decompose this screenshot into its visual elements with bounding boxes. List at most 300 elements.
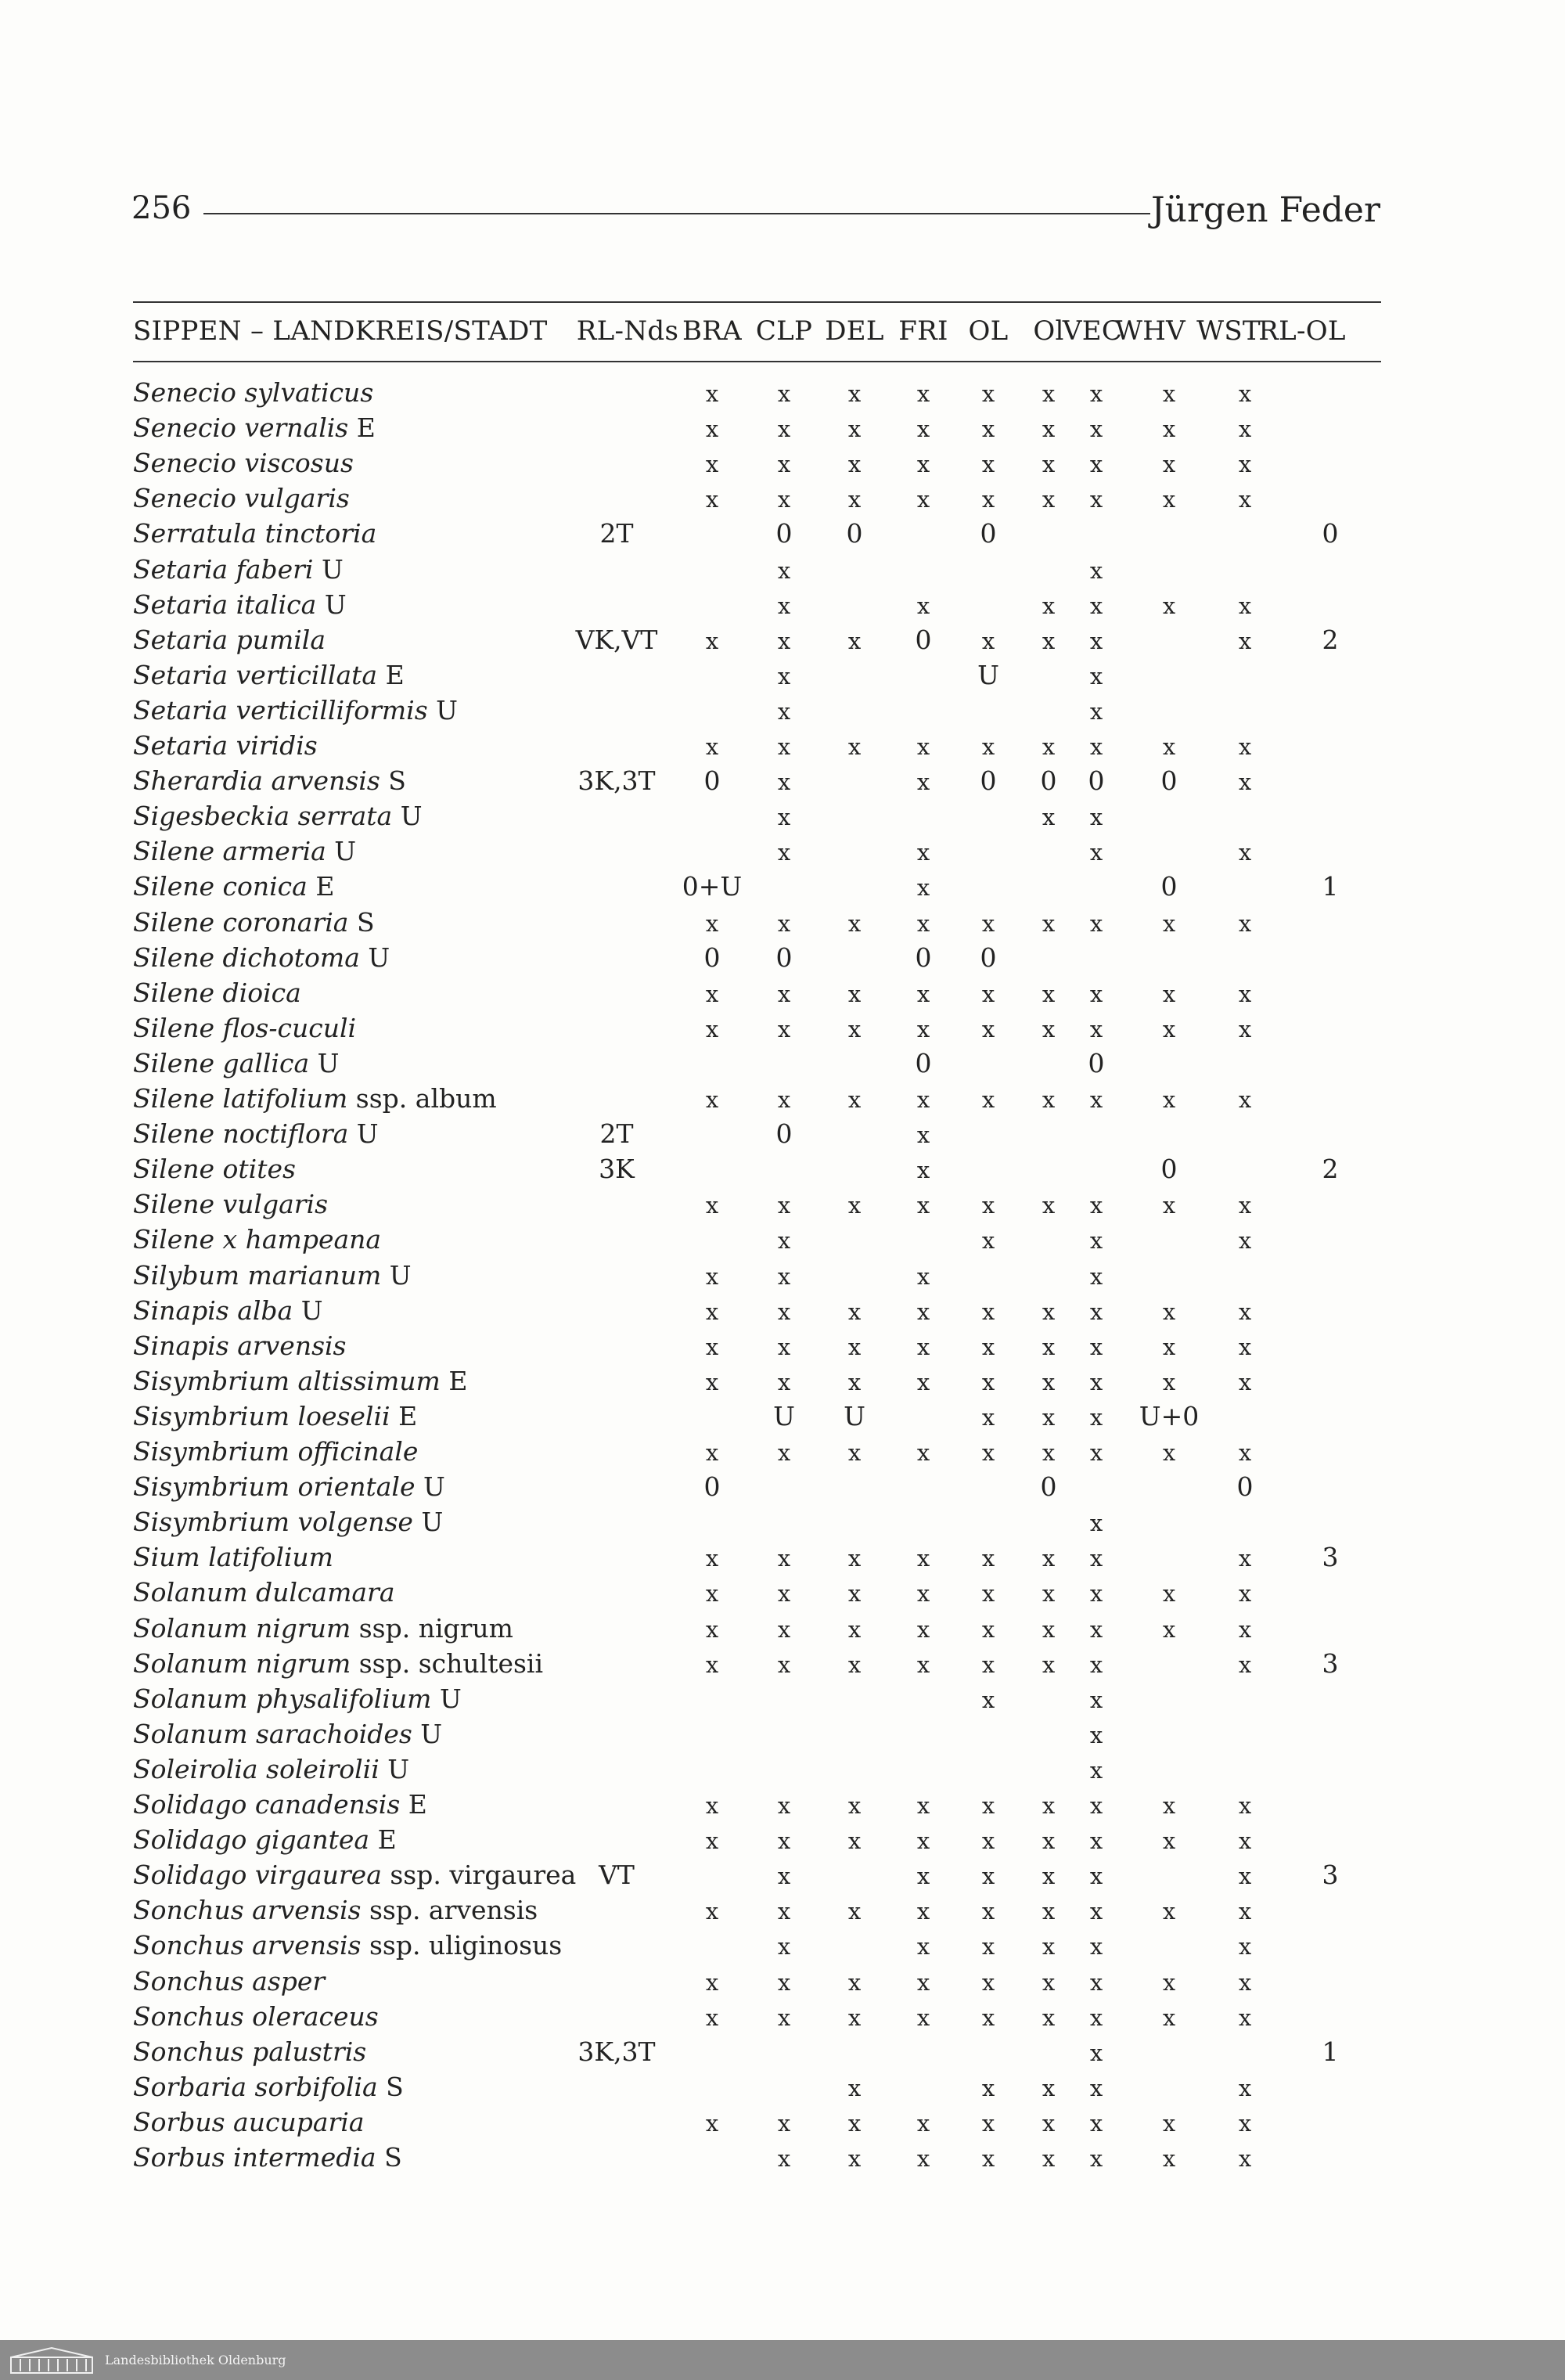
data-cell: x (916, 980, 930, 1007)
data-cell: x (705, 1439, 719, 1466)
column-header: WST (1196, 315, 1261, 347)
data-cell: x (1162, 1968, 1176, 1996)
species-name-cell (133, 978, 301, 1008)
data-cell: 1 (1322, 871, 1339, 902)
data-cell: x (847, 451, 862, 478)
data-cell: x (847, 1192, 862, 1219)
data-cell: x (777, 662, 791, 690)
species-name-cell (133, 1683, 462, 1714)
data-cell: x (916, 1368, 930, 1395)
data-cell: x (847, 1545, 862, 1572)
data-cell: x (1238, 1933, 1252, 1961)
species-status: E (377, 1824, 397, 1856)
data-cell: x (777, 1615, 791, 1643)
species-name: Silene flos-cuculi (133, 1012, 357, 1043)
data-cell: x (777, 1086, 791, 1113)
data-cell: x (847, 2004, 862, 2031)
table-row (133, 801, 1381, 836)
data-cell: x (1042, 1615, 1056, 1643)
data-cell: x (1238, 1651, 1252, 1678)
table-row (133, 1966, 1381, 2001)
data-cell: x (1042, 1439, 1056, 1466)
data-cell: x (916, 1933, 930, 1961)
data-cell: x (1238, 1015, 1252, 1042)
species-name-cell (133, 554, 344, 585)
data-cell: x (1089, 1439, 1103, 1466)
species-name-cell (133, 1966, 325, 1997)
data-cell: x (847, 1898, 862, 1925)
data-cell: x (847, 1368, 862, 1395)
data-cell: x (777, 451, 791, 478)
species-status: U (368, 942, 390, 973)
data-cell: x (1089, 1086, 1103, 1113)
species-name-cell (133, 1860, 576, 1890)
species-name: Solidago virgaurea (133, 1860, 382, 1891)
species-status: U (421, 1507, 444, 1538)
data-cell: x (705, 1333, 719, 1360)
species-name: Sisymbrium altissimum (133, 1365, 441, 1396)
table-row (133, 1471, 1381, 1507)
data-cell: x (777, 769, 791, 796)
data-cell: x (1089, 1262, 1103, 1290)
species-name: Sinapis arvensis (133, 1330, 347, 1361)
data-cell: x (1238, 839, 1252, 866)
species-name-cell (133, 836, 356, 866)
data-cell: 0 (846, 518, 863, 549)
data-cell: x (916, 839, 930, 866)
species-name-cell (133, 412, 376, 443)
data-cell: x (1089, 804, 1103, 831)
species-name-cell (133, 2072, 404, 2102)
data-cell: 3 (1322, 1647, 1339, 1679)
species-name: Solidago canadensis (133, 1789, 401, 1820)
table-row (133, 1189, 1381, 1224)
data-cell: x (981, 1403, 995, 1431)
species-name: Sonchus palustris (133, 2036, 367, 2067)
species-name-cell (133, 518, 376, 549)
data-cell: x (1238, 1368, 1252, 1395)
data-cell: x (1238, 2109, 1252, 2137)
table-row (133, 518, 1381, 553)
data-cell: x (916, 1545, 930, 1572)
table-row (133, 1507, 1381, 1542)
species-status: ssp. album (355, 1083, 497, 1114)
species-name: Silene dioica (133, 977, 301, 1008)
data-cell: x (705, 627, 719, 654)
data-cell: x (705, 1368, 719, 1395)
data-cell: 0 (1160, 765, 1178, 797)
data-cell: x (1238, 1792, 1252, 1819)
species-name-cell (133, 942, 390, 973)
species-name: Sorbus intermedia (133, 2142, 376, 2173)
data-cell: x (705, 909, 719, 937)
data-cell: x (777, 1298, 791, 1325)
data-cell: U+0 (1139, 1400, 1200, 1431)
species-name-cell (133, 1013, 356, 1043)
data-cell: x (1042, 1651, 1056, 1678)
species-name: Sorbus aucuparia (133, 2106, 365, 2137)
data-cell: x (1089, 839, 1103, 866)
data-cell: x (1162, 1368, 1176, 1395)
data-cell: x (1238, 627, 1252, 654)
data-cell: x (916, 733, 930, 760)
data-cell: x (981, 2145, 995, 2172)
species-name-cell (133, 765, 406, 796)
data-cell: x (1089, 416, 1103, 443)
data-cell: x (777, 1580, 791, 1608)
data-cell: x (916, 2145, 930, 2172)
data-cell: x (847, 980, 862, 1007)
species-status: ssp. nigrum (358, 1612, 513, 1644)
table-row (133, 1895, 1381, 1930)
data-cell: x (1042, 909, 1056, 937)
data-cell: x (981, 1898, 995, 1925)
species-status: U (423, 1471, 445, 1503)
table-row (133, 871, 1381, 906)
data-cell: x (705, 1086, 719, 1113)
species-name: Silene dichotoma (133, 942, 360, 973)
data-cell: x (981, 2074, 995, 2101)
data-cell: x (981, 451, 995, 478)
data-cell: x (1089, 380, 1103, 407)
data-cell: x (705, 1298, 719, 1325)
data-cell: x (916, 1122, 930, 1149)
data-cell: x (1238, 416, 1252, 443)
data-cell: x (981, 1933, 995, 1961)
data-cell: x (1238, 1439, 1252, 1466)
table-row (133, 1542, 1381, 1577)
data-cell: x (1089, 1333, 1103, 1360)
data-cell: x (777, 1368, 791, 1395)
data-cell: x (1238, 769, 1252, 796)
species-name-cell (133, 730, 318, 761)
library-name: Landesbibliothek Oldenburg (105, 2353, 286, 2367)
data-cell: 2 (1322, 1154, 1339, 1185)
table-row (133, 1154, 1381, 1189)
column-header: RL-Nds (576, 315, 679, 347)
data-cell: x (916, 1086, 930, 1113)
data-cell: x (981, 1827, 995, 1855)
data-cell: x (981, 380, 995, 407)
data-cell: x (1089, 1015, 1103, 1042)
species-name-cell (133, 1542, 333, 1572)
data-cell: x (847, 1015, 862, 1042)
data-cell: x (981, 1615, 995, 1643)
species-name-cell (133, 1507, 443, 1537)
table-row (133, 1401, 1381, 1436)
species-name: Sium latifolium (133, 1542, 333, 1573)
species-name: Silene x hampeana (133, 1224, 382, 1255)
table-row (133, 2036, 1381, 2072)
data-cell: x (1042, 380, 1056, 407)
data-cell: x (1162, 592, 1176, 619)
column-header: VEC (1062, 315, 1123, 347)
data-cell: x (916, 769, 930, 796)
table-row (133, 589, 1381, 625)
data-cell: x (777, 1439, 791, 1466)
data-cell: x (1162, 1192, 1176, 1219)
data-cell: 0 (775, 518, 793, 549)
data-cell: x (847, 1298, 862, 1325)
table-row (133, 907, 1381, 942)
data-cell: x (1089, 1227, 1103, 1255)
data-cell: x (777, 697, 791, 725)
data-cell: x (1089, 2145, 1103, 2172)
data-cell: x (777, 1333, 791, 1360)
column-header: CLP (755, 315, 813, 347)
species-status: U (324, 589, 347, 620)
species-name: Senecio vulgaris (133, 483, 350, 514)
data-cell: x (1042, 1403, 1056, 1431)
data-cell: 3K,3T (577, 765, 656, 797)
data-cell: 0 (1040, 1471, 1057, 1503)
data-cell: x (1089, 592, 1103, 619)
data-cell: x (1042, 1086, 1056, 1113)
species-name: Serratula tinctoria (133, 518, 377, 549)
data-cell: x (847, 2074, 862, 2101)
data-cell: x (705, 1792, 719, 1819)
species-name-cell (133, 1719, 442, 1749)
species-name: Sigesbeckia serrata (133, 801, 393, 832)
data-cell: x (1162, 1015, 1176, 1042)
table-row (133, 412, 1381, 448)
table-top-rule (133, 301, 1381, 303)
data-cell: x (705, 1615, 719, 1643)
data-cell: x (777, 1227, 791, 1255)
data-cell: x (1238, 1968, 1252, 1996)
data-cell: x (981, 1086, 995, 1113)
table-row (133, 1013, 1381, 1048)
data-cell: x (777, 1898, 791, 1925)
data-cell: x (916, 2004, 930, 2031)
data-cell: U (844, 1400, 865, 1431)
species-name: Solanum nigrum (133, 1612, 351, 1644)
table-row (133, 554, 1381, 589)
data-cell: x (981, 1792, 995, 1819)
table-row (133, 1224, 1381, 1259)
data-cell: x (1162, 1298, 1176, 1325)
data-cell: x (1042, 592, 1056, 619)
species-name-cell (133, 1048, 339, 1078)
table-row (133, 765, 1381, 801)
species-name: Silene armeria (133, 836, 326, 867)
species-name: Sonchus asper (133, 1965, 326, 1997)
data-cell: x (1162, 1580, 1176, 1608)
data-cell: x (981, 733, 995, 760)
data-cell: x (847, 1968, 862, 1996)
data-cell: x (1042, 1933, 1056, 1961)
table-row (133, 1118, 1381, 1154)
data-cell: 3 (1322, 1542, 1339, 1573)
species-name: Setaria viridis (133, 730, 318, 761)
data-cell: x (847, 1651, 862, 1678)
data-cell: x (981, 1439, 995, 1466)
data-cell: x (1089, 1863, 1103, 1890)
species-name-cell (133, 907, 375, 938)
table-row (133, 1330, 1381, 1366)
species-name: Sisymbrium officinale (133, 1436, 419, 1467)
data-cell: x (1042, 1580, 1056, 1608)
data-cell: 2 (1322, 624, 1339, 655)
species-name: Sisymbrium loeselii (133, 1400, 390, 1431)
data-cell: x (1089, 980, 1103, 1007)
species-name-cell (133, 871, 334, 902)
data-cell: x (981, 1686, 995, 1713)
species-name: Silene coronaria (133, 906, 349, 938)
data-cell: 0 (915, 624, 932, 655)
species-name-cell (133, 1295, 323, 1326)
data-cell: 3 (1322, 1860, 1339, 1891)
species-name-cell (133, 695, 458, 726)
data-cell: 0 (980, 942, 997, 973)
data-cell: x (847, 486, 862, 513)
data-cell: x (1089, 451, 1103, 478)
species-status: U (317, 1047, 340, 1078)
data-cell: x (777, 1651, 791, 1678)
species-name-cell (133, 377, 373, 408)
column-header: FRI (898, 315, 948, 347)
data-cell: x (1089, 662, 1103, 690)
data-cell: x (847, 1439, 862, 1466)
data-cell: VT (599, 1860, 635, 1891)
data-cell: x (1089, 1298, 1103, 1325)
table-row (133, 448, 1381, 483)
species-status: E (356, 412, 376, 444)
data-cell: x (916, 909, 930, 937)
page-author: Jürgen Feder (1151, 190, 1380, 230)
table-row (133, 2072, 1381, 2107)
data-cell: x (1238, 1086, 1252, 1113)
data-cell: 0 (1040, 765, 1057, 797)
species-status: ssp. uliginosus (369, 1930, 563, 1961)
data-cell: x (777, 1968, 791, 1996)
table-row (133, 1366, 1381, 1401)
species-name-cell (133, 1754, 409, 1784)
data-cell: 3K (599, 1154, 635, 1185)
data-cell: x (1089, 486, 1103, 513)
data-cell: x (1089, 1756, 1103, 1784)
data-cell: x (916, 1863, 930, 1890)
data-cell: x (705, 1545, 719, 1572)
data-cell: x (1162, 1333, 1176, 1360)
species-name-cell (133, 448, 354, 478)
species-name-cell (133, 1154, 296, 1184)
data-cell: x (1089, 1686, 1103, 1713)
species-name-cell (133, 1083, 497, 1114)
data-cell: x (916, 1439, 930, 1466)
data-cell: x (705, 733, 719, 760)
data-cell: x (1238, 733, 1252, 760)
species-status: S (384, 2142, 402, 2173)
data-cell: x (1162, 486, 1176, 513)
data-cell: x (981, 1015, 995, 1042)
data-cell: x (981, 627, 995, 654)
data-cell: x (1042, 980, 1056, 1007)
species-status: S (356, 906, 375, 938)
data-cell: x (1089, 733, 1103, 760)
data-cell: x (916, 874, 930, 902)
table-row (133, 1648, 1381, 1683)
species-name: Setaria pumila (133, 624, 326, 655)
species-name: Sherardia arvensis (133, 765, 380, 797)
species-name: Solanum sarachoides (133, 1718, 412, 1749)
table-row (133, 1436, 1381, 1471)
data-cell: x (777, 1792, 791, 1819)
table-row (133, 695, 1381, 730)
species-name-cell (133, 1648, 543, 1679)
species-name: Setaria verticillata (133, 659, 378, 690)
species-name: Senecio sylvaticus (133, 377, 374, 408)
data-cell: x (916, 1827, 930, 1855)
data-cell: x (1162, 2004, 1176, 2031)
species-status: U (300, 1294, 323, 1326)
data-cell: x (1238, 1898, 1252, 1925)
data-cell: x (981, 2004, 995, 2031)
data-cell: x (777, 1545, 791, 1572)
data-cell: x (777, 1933, 791, 1961)
data-cell: x (1162, 1439, 1176, 1466)
data-cell: x (705, 1262, 719, 1290)
data-cell: x (847, 909, 862, 937)
data-cell: x (981, 416, 995, 443)
data-cell: x (1089, 1827, 1103, 1855)
species-status: S (386, 2071, 404, 2102)
data-cell: x (1238, 1227, 1252, 1255)
data-cell: x (1042, 1333, 1056, 1360)
data-cell: 1 (1322, 2036, 1339, 2067)
data-cell: x (1042, 2074, 1056, 2101)
data-cell: 2T (599, 1118, 634, 1150)
species-name: Silene noctiflora (133, 1118, 349, 1150)
table-row (133, 1789, 1381, 1824)
species-name: Solanum nigrum (133, 1647, 351, 1679)
data-cell: x (777, 2109, 791, 2137)
species-name-cell (133, 589, 347, 620)
data-cell: x (1162, 380, 1176, 407)
species-status: U (389, 1259, 412, 1291)
species-name-cell (133, 660, 405, 690)
data-cell: x (705, 451, 719, 478)
data-cell: x (1238, 2145, 1252, 2172)
species-name-cell (133, 1401, 417, 1431)
data-cell: x (1089, 1898, 1103, 1925)
data-cell: x (916, 1192, 930, 1219)
data-cell: x (777, 416, 791, 443)
data-cell: x (1042, 1298, 1056, 1325)
column-header: OL (968, 315, 1009, 347)
data-cell: x (1162, 1615, 1176, 1643)
data-cell: x (981, 1227, 995, 1255)
species-name: Silene vulgaris (133, 1189, 329, 1220)
data-cell: x (1238, 592, 1252, 619)
data-cell: x (1089, 1792, 1103, 1819)
data-cell: x (1089, 627, 1103, 654)
species-name-cell (133, 801, 423, 831)
data-cell: x (705, 980, 719, 1007)
data-cell: 0 (1088, 765, 1105, 797)
species-name: Solanum dulcamara (133, 1577, 395, 1608)
species-name: Solanum physalifolium (133, 1683, 432, 1714)
data-cell: x (1238, 1863, 1252, 1890)
data-cell: x (916, 1968, 930, 1996)
data-cell: x (1042, 733, 1056, 760)
table-row (133, 377, 1381, 412)
species-status: E (315, 871, 335, 902)
data-cell: x (916, 1015, 930, 1042)
species-status: U (439, 1683, 462, 1714)
table-row (133, 1930, 1381, 1965)
data-cell: x (1042, 1015, 1056, 1042)
